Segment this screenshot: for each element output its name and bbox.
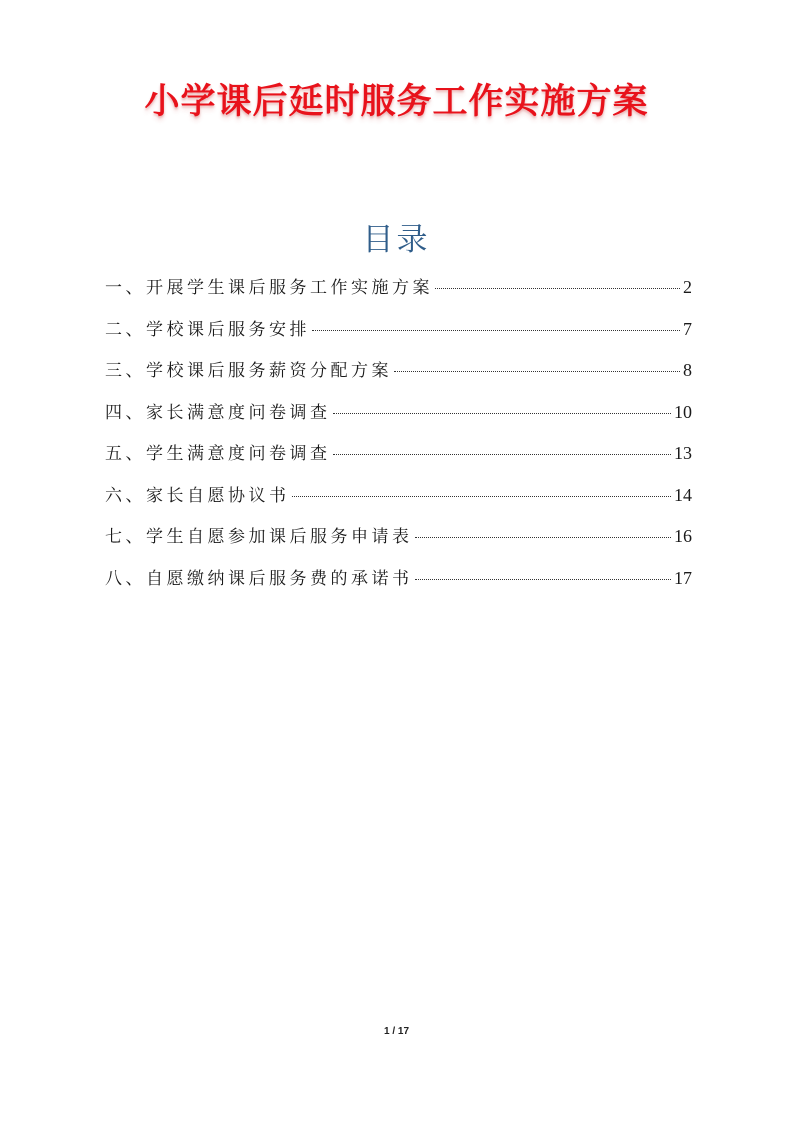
toc-entry-2[interactable] bbox=[105, 315, 692, 357]
toc-entry-6[interactable] bbox=[105, 481, 692, 523]
toc-dot-leader bbox=[415, 537, 672, 538]
toc-entry-label: 一、开展学生课后服务工作实施方案 bbox=[105, 278, 433, 298]
toc-entry-1[interactable] bbox=[105, 273, 692, 315]
table-of-contents bbox=[105, 273, 692, 605]
toc-entry-8[interactable] bbox=[105, 564, 692, 606]
toc-entry-page: 7 bbox=[683, 318, 692, 339]
toc-entry-label: 四、家长满意度问卷调查 bbox=[105, 402, 331, 423]
toc-entry-label: 七、学生自愿参加课后服务申请表 bbox=[105, 527, 413, 547]
document-title: 小学课后延时服务工作实施方案 bbox=[144, 81, 649, 122]
toc-entry-page: 13 bbox=[674, 443, 692, 463]
toc-entry-label: 八、自愿缴纳课后服务费的承诺书 bbox=[105, 568, 413, 589]
toc-dot-leader bbox=[415, 579, 672, 580]
toc-entry-7[interactable] bbox=[105, 522, 692, 564]
toc-entry-page: 14 bbox=[674, 484, 692, 505]
toc-entry-page: 17 bbox=[674, 567, 692, 588]
toc-dot-leader bbox=[333, 454, 672, 455]
toc-entry-label: 五、学生满意度问卷调查 bbox=[105, 444, 331, 464]
toc-entry-label: 三、学校课后服务薪资分配方案 bbox=[105, 361, 392, 381]
toc-dot-leader bbox=[394, 371, 680, 372]
toc-entry-page: 10 bbox=[674, 401, 692, 422]
toc-dot-leader bbox=[435, 288, 680, 289]
toc-heading: 目录 bbox=[362, 222, 431, 258]
toc-entry-4[interactable] bbox=[105, 398, 692, 440]
toc-entry-label: 六、家长自愿协议书 bbox=[105, 485, 290, 506]
toc-entry-page: 2 bbox=[683, 277, 692, 297]
toc-entry-label: 二、学校课后服务安排 bbox=[105, 319, 310, 340]
toc-dot-leader bbox=[333, 413, 672, 414]
page-number-indicator: 1 / 17 bbox=[383, 1026, 410, 1037]
toc-dot-leader bbox=[292, 496, 672, 497]
toc-entry-5[interactable] bbox=[105, 439, 692, 481]
toc-entry-3[interactable] bbox=[105, 356, 692, 398]
toc-entry-page: 8 bbox=[683, 360, 692, 380]
toc-entry-page: 16 bbox=[674, 526, 692, 546]
toc-dot-leader bbox=[312, 330, 680, 331]
